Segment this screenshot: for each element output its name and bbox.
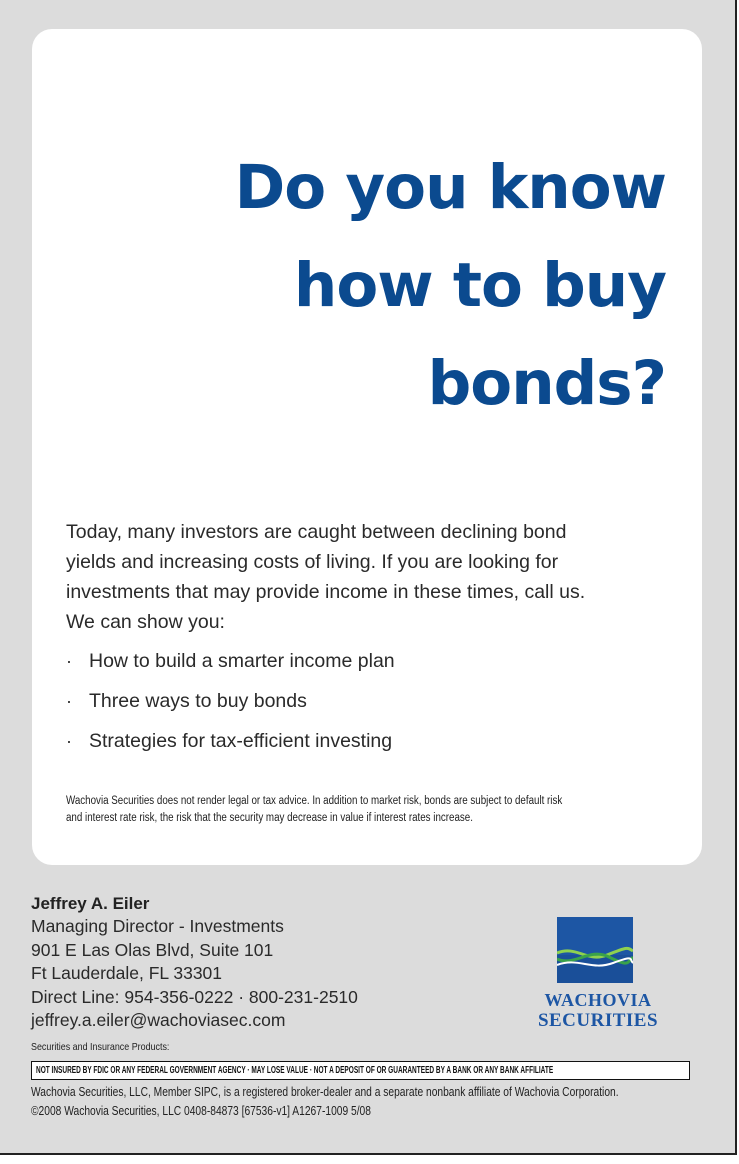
broker-dealer-notice: Wachovia Securities, LLC, Member SIPC, is a registered broker-dealer and a separate nonbank affiliate of Wachovia Corporation.: [31, 1085, 619, 1099]
disclaimer-line: Wachovia Securities does not render legal or tax advice. In addition to market risk, bonds are subject to default risk: [66, 795, 563, 807]
headline-line: Do you know: [234, 152, 666, 223]
intro-line: investments that may provide income in these times, call us.: [66, 581, 586, 603]
logo-text-securities: SECURITIES: [537, 1010, 659, 1031]
email-link[interactable]: jeffrey.a.eiler@wachoviasec.com: [31, 1010, 286, 1030]
content-card: [32, 29, 702, 865]
list-item-label: How to build a smarter income plan: [89, 650, 395, 672]
headline: [235, 139, 666, 433]
advisor-title: Managing Director - Investments: [31, 916, 284, 936]
bullet-icon: ·: [66, 691, 72, 711]
logo-text-wachovia: WACHOVIA: [544, 990, 652, 1010]
disclaimer-line: and interest rate risk, the risk that the security may decrease in value if interest rates increase.: [66, 812, 473, 824]
insurance-notice-box: [31, 1061, 690, 1080]
wachovia-securities-logo: [508, 917, 688, 1032]
wachovia-logo-icon: [557, 917, 633, 983]
legal-disclaimer: [66, 793, 661, 827]
list-item-label: Three ways to buy bonds: [89, 690, 307, 712]
bullet-icon: ·: [66, 731, 72, 751]
benefit-list: [66, 646, 395, 766]
list-item: [66, 726, 395, 766]
intro-line: Today, many investors are caught between declining bond: [66, 521, 567, 543]
intro-line: We can show you:: [66, 611, 225, 633]
insurance-notice-text: NOT INSURED BY FDIC OR ANY FEDERAL GOVERNMENT AGENCY · MAY LOSE VALUE · NOT A DEPOSIT OF OR GUARANTEED BY A BANK OR ANY BANK AFFILIATE: [36, 1064, 554, 1076]
headline-line: how to buy: [293, 250, 666, 321]
list-item: [66, 686, 395, 726]
intro-paragraph: [66, 517, 666, 637]
list-item-label: Strategies for tax-efficient investing: [89, 730, 393, 752]
advisor-name: Jeffrey A. Eiler: [31, 894, 150, 913]
address-line-2: Ft Lauderdale, FL 33301: [31, 963, 223, 983]
products-label: Securities and Insurance Products:: [31, 1041, 170, 1053]
intro-line: yields and increasing costs of living. If you are looking for: [66, 551, 559, 573]
address-line-1: 901 E Las Olas Blvd, Suite 101: [31, 939, 274, 960]
phone-line: Direct Line: 954-356-0222 · 800-231-2510: [31, 986, 358, 1007]
copyright-line: ©2008 Wachovia Securities, LLC 0408-84873 [67536-v1] A1267-1009 5/08: [31, 1104, 371, 1118]
headline-line: bonds?: [427, 348, 666, 419]
advisor-contact: [31, 893, 358, 1033]
list-item: [66, 646, 395, 686]
bullet-icon: ·: [66, 651, 72, 671]
